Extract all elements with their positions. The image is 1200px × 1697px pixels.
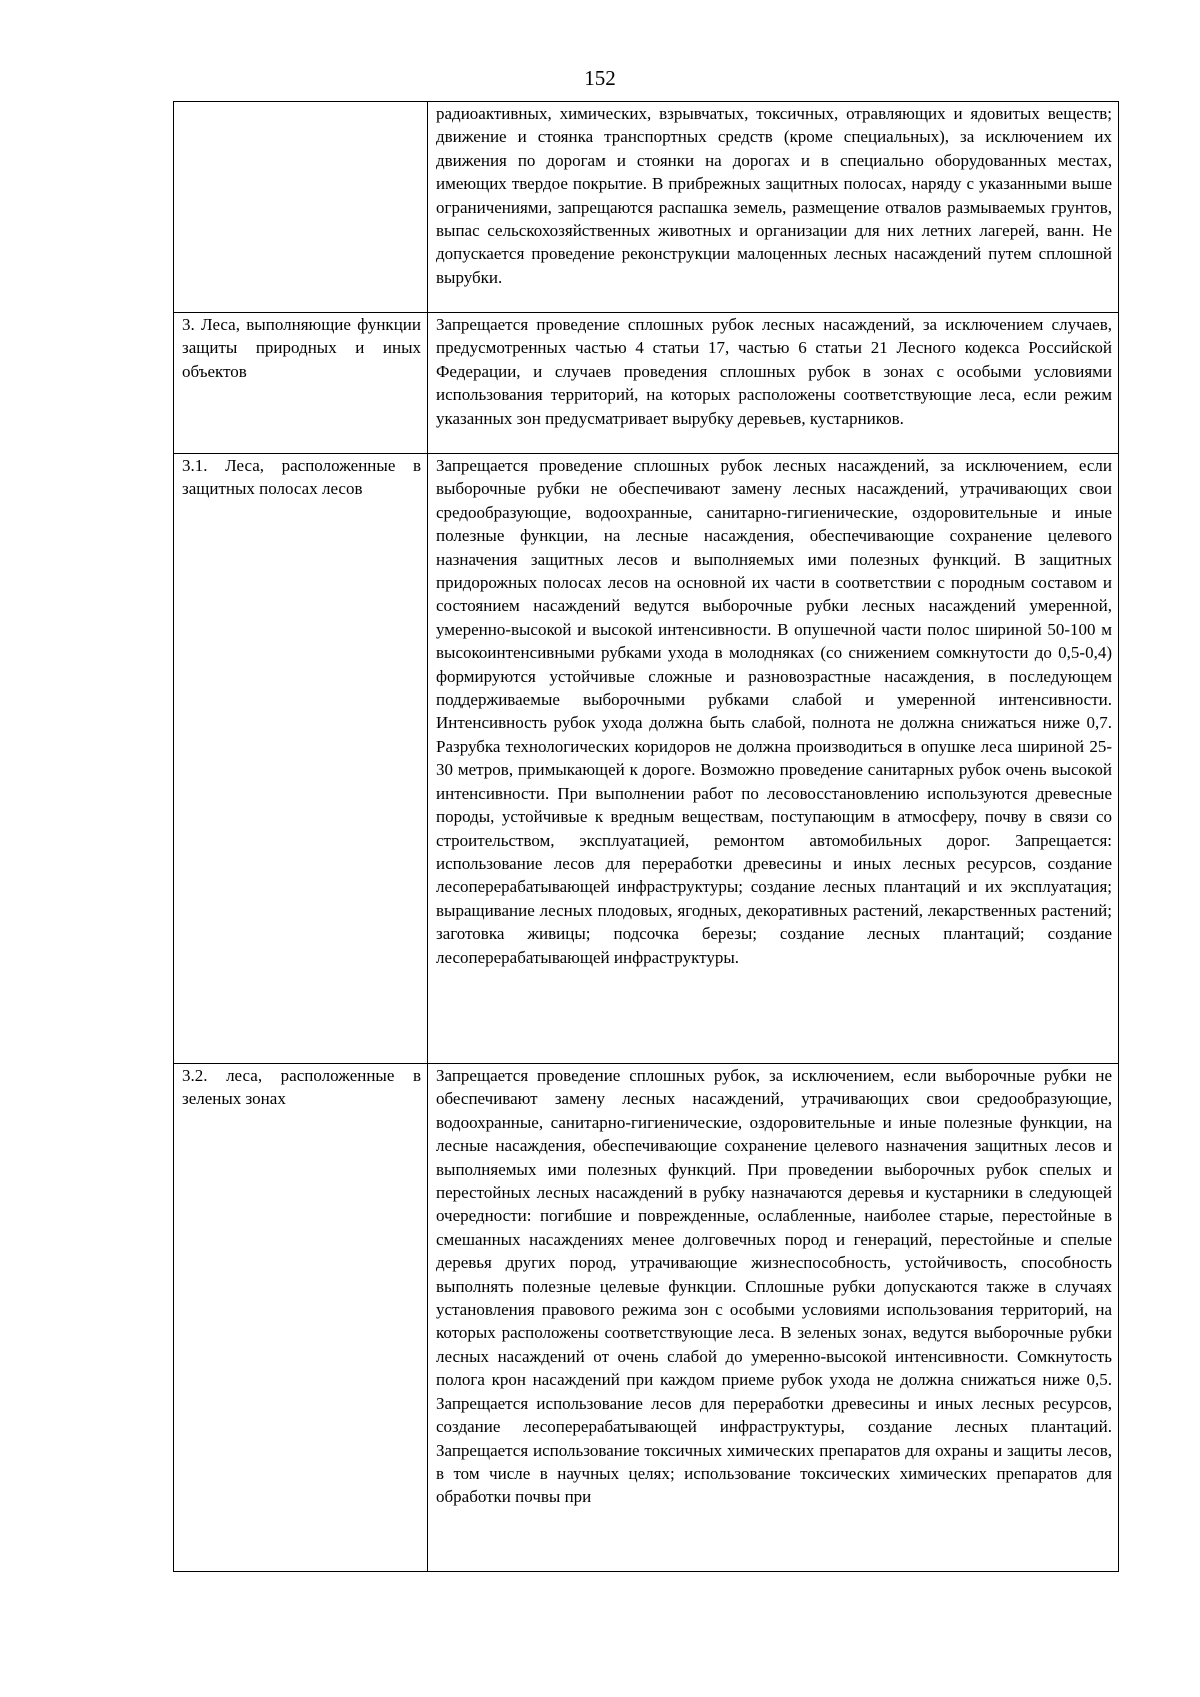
table-row <box>174 313 1119 454</box>
regulation-text-cell: Запрещается проведение сплошных рубок лесных насаждений, за исключением случаев, предусмотренных частью 4 статьи 17, частью 6 статьи 21 Лесного кодекса Российской Федерации, и случаев проведения сплошных рубок в зонах с особыми условиями использования территорий, на которых расположены соответствующие леса, если режим указанных зон предусматривает вырубку деревьев, кустарников. <box>428 313 1119 454</box>
forest-category-cell: 3. Леса, выполняющие функции защиты природных и иных объектов <box>174 313 428 454</box>
regulations-table <box>173 101 1119 1572</box>
page-number: 152 <box>584 66 616 90</box>
forest-category-cell: 3.1. Леса, расположенные в защитных полосах лесов <box>174 454 428 1064</box>
forest-category-cell: 3.2. леса, расположенные в зеленых зонах <box>174 1064 428 1572</box>
regulation-text-cell: Запрещается проведение сплошных рубок лесных насаждений, за исключением, если выборочные рубки не обеспечивают замену лесных насаждений, утрачивающих свои средообразующие, водоохранные, санитарно-гигиенические, оздоровительные и иные полезные функции, на лесные насаждения, обеспечивающие сохранение целевого назначения защитных лесов и выполняемых ими полезных функций. В защитных придорожных полосах лесов на основной их части в соответствии с породным составом и состоянием насаждений ведутся выборочные рубки лесных насаждений умеренной, умеренно-высокой и высокой интенсивности. В опушечной части полос шириной 50-100 м высокоинтенсивными рубками ухода в молодняках (со снижением сомкнутости до 0,5-0,4) формируются устойчивые сложные и разновозрастные насаждения, в последующем поддерживаемые выборочными рубками слабой и умеренной интенсивности. Интенсивность рубок ухода должна быть слабой, полнота не должна снижаться ниже 0,7. Разрубка технологических коридоров не должна производиться в опушке леса шириной 25-30 метров, примыкающей к дороге. Возможно проведение санитарных рубок очень высокой интенсивности. При выполнении работ по лесовосстановлению используются древесные породы, устойчивые к вредным веществам, поступающим в атмосферу, почву в связи со строительством, эксплуатацией, ремонтом автомобильных дорог. Запрещается: использование лесов для переработки древесины и иных лесных ресурсов, создание лесоперерабатывающей инфраструктуры; создание лесных плантаций и их эксплуатация; выращивание лесных плодовых, ягодных, декоративных растений, лекарственных растений; заготовка живицы; подсочка березы; создание лесных плантаций; создание лесоперерабатывающей инфраструктуры. <box>428 454 1119 1064</box>
regulation-text-cell: Запрещается проведение сплошных рубок, за исключением, если выборочные рубки не обеспечивают замену лесных насаждений, утрачивающих свои средообразующие, водоохранные, санитарно-гигиенические, оздоровительные и иные полезные функции, на лесные насаждения, обеспечивающие сохранение целевого назначения защитных лесов и выполняемых ими полезных функций. При проведении выборочных рубок спелых и перестойных лесных насаждений в рубку назначаются деревья и кустарники в следующей очередности: погибшие и поврежденные, ослабленные, наиболее старые, перестойные в смешанных насаждениях менее долговечных пород и генераций, перестойные и спелые деревья других пород, утрачивающие жизнеспособность, устойчивость, способность выполнять полезные целевые функции. Сплошные рубки допускаются также в случаях установления правового режима зон с особыми условиями использования территорий, на которых расположены соответствующие леса. В зеленых зонах, ведутся выборочные рубки лесных насаждений от очень слабой до умеренно-высокой интенсивности. Сомкнутость полога крон насаждений при каждом приеме рубок ухода не должна снижаться ниже 0,5. Запрещается использование лесов для переработки древесины и иных лесных ресурсов, создание лесоперерабатывающей инфраструктуры, создание лесных плантаций. Запрещается использование токсичных химических препаратов для охраны и защиты лесов, в том числе в научных целях; использование токсических химических препаратов для обработки почвы при <box>428 1064 1119 1572</box>
table-row <box>174 454 1119 1064</box>
table-row <box>174 1064 1119 1572</box>
forest-category-cell <box>174 102 428 313</box>
table-row <box>174 102 1119 313</box>
regulation-text-cell: радиоактивных, химических, взрывчатых, токсичных, отравляющих и ядовитых веществ; движение и стоянка транспортных средств (кроме специальных), за исключением их движения по дорогам и стоянки на дорогах и в специально оборудованных местах, имеющих твердое покрытие. В прибрежных защитных полосах, наряду с указанными выше ограничениями, запрещаются распашка земель, размещение отвалов размываемых грунтов, выпас сельскохозяйственных животных и организации для них летних лагерей, ванн. Не допускается проведение реконструкции малоценных лесных насаждений путем сплошной вырубки. <box>428 102 1119 313</box>
